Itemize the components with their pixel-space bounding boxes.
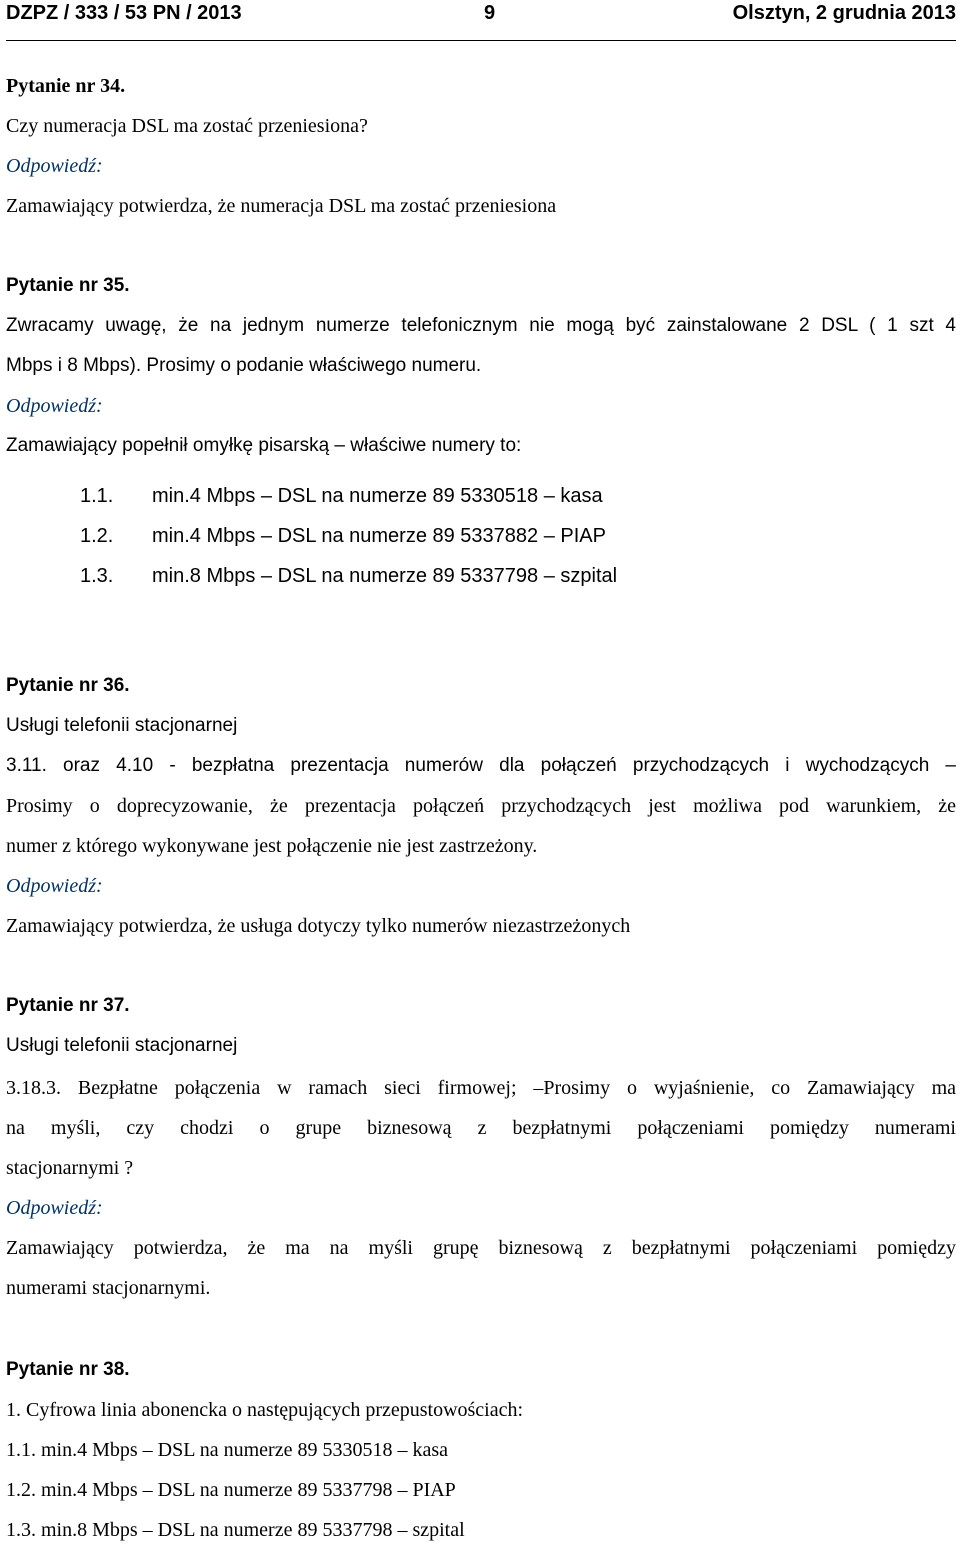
list-item: min.8 Mbps – DSL na numerze 89 5337798 – szpital bbox=[152, 565, 618, 587]
answer-37-line-2: numerami stacjonarnymi. bbox=[6, 1277, 211, 1299]
page-header bbox=[6, 2, 956, 28]
question-36-line-1: 3.11. oraz 4.10 - bezpłatna prezentacja numerów dla połączeń przychodzących i wychodzących – bbox=[6, 755, 956, 776]
answer-36-text: Zamawiający potwierdza, że usługa dotyczy tylko numerów niezastrzeżonych bbox=[6, 915, 631, 937]
list-item: min.4 Mbps – DSL na numerze 89 5330518 – kasa bbox=[152, 485, 603, 507]
header-divider bbox=[6, 40, 956, 41]
question-36-line-2: Prosimy o doprecyzowanie, że prezentacja połączeń przychodzących jest możliwa pod warunkiem, że bbox=[6, 795, 956, 817]
question-38-line-1: 1. Cyfrowa linia abonencka o następujących przepustowościach: bbox=[6, 1399, 524, 1421]
list-item: min.4 Mbps – DSL na numerze 89 5337882 – PIAP bbox=[152, 525, 606, 547]
answer-37-line-1: Zamawiający potwierdza, że ma na myśli grupę biznesową z bezpłatnymi połączeniami pomiędzy bbox=[6, 1237, 956, 1259]
question-35-title: Pytanie nr 35. bbox=[6, 275, 130, 296]
answer-label: Odpowiedź: bbox=[6, 1197, 103, 1219]
page-number: 9 bbox=[484, 2, 496, 24]
answer-label: Odpowiedź: bbox=[6, 875, 103, 897]
question-38-title: Pytanie nr 38. bbox=[6, 1359, 130, 1380]
list-item: 1.3. min.8 Mbps – DSL na numerze 89 5337798 – szpital bbox=[6, 1519, 465, 1541]
question-37-line-2: na myśli, czy chodzi o grupe biznesową z bezpłatnymi połączeniami pomiędzy numerami bbox=[6, 1117, 956, 1139]
question-35-line-1: Zwracamy uwagę, że na jednym numerze telefonicznym nie mogą być zainstalowane 2 DSL ( 1 szt 4 bbox=[6, 315, 956, 336]
list-item: 1.1. min.4 Mbps – DSL na numerze 89 5330518 – kasa bbox=[6, 1439, 448, 1461]
answer-label: Odpowiedź: bbox=[6, 395, 103, 417]
question-37-subtitle: Usługi telefonii stacjonarnej bbox=[6, 1035, 238, 1056]
question-34-title: Pytanie nr 34. bbox=[6, 75, 126, 97]
document-reference: DZPZ / 333 / 53 PN / 2013 bbox=[6, 2, 242, 24]
list-item: 1.2. min.4 Mbps – DSL na numerze 89 5337798 – PIAP bbox=[6, 1479, 456, 1501]
list-item-number: 1.1. bbox=[80, 485, 114, 507]
question-37-line-3: stacjonarnymi ? bbox=[6, 1157, 134, 1179]
question-34-text: Czy numeracja DSL ma zostać przeniesiona? bbox=[6, 115, 368, 137]
place-and-date: Olsztyn, 2 grudnia 2013 bbox=[732, 2, 956, 24]
answer-35-text: Zamawiający popełnił omyłkę pisarską – właściwe numery to: bbox=[6, 435, 522, 456]
answer-label: Odpowiedź: bbox=[6, 155, 103, 177]
list-item-number: 1.3. bbox=[80, 565, 114, 587]
list-item-number: 1.2. bbox=[80, 525, 114, 547]
question-37-line-1: 3.18.3. Bezpłatne połączenia w ramach sieci firmowej; –Prosimy o wyjaśnienie, co Zamawiający ma bbox=[6, 1077, 956, 1099]
question-36-line-3: numer z którego wykonywane jest połączenie nie jest zastrzeżony. bbox=[6, 835, 538, 857]
question-36-subtitle: Usługi telefonii stacjonarnej bbox=[6, 715, 238, 736]
question-36-title: Pytanie nr 36. bbox=[6, 675, 130, 696]
question-35-line-2: Mbps i 8 Mbps). Prosimy o podanie właściwego numeru. bbox=[6, 355, 482, 376]
question-37-title: Pytanie nr 37. bbox=[6, 995, 130, 1016]
answer-34-text: Zamawiający potwierdza, że numeracja DSL ma zostać przeniesiona bbox=[6, 195, 557, 217]
